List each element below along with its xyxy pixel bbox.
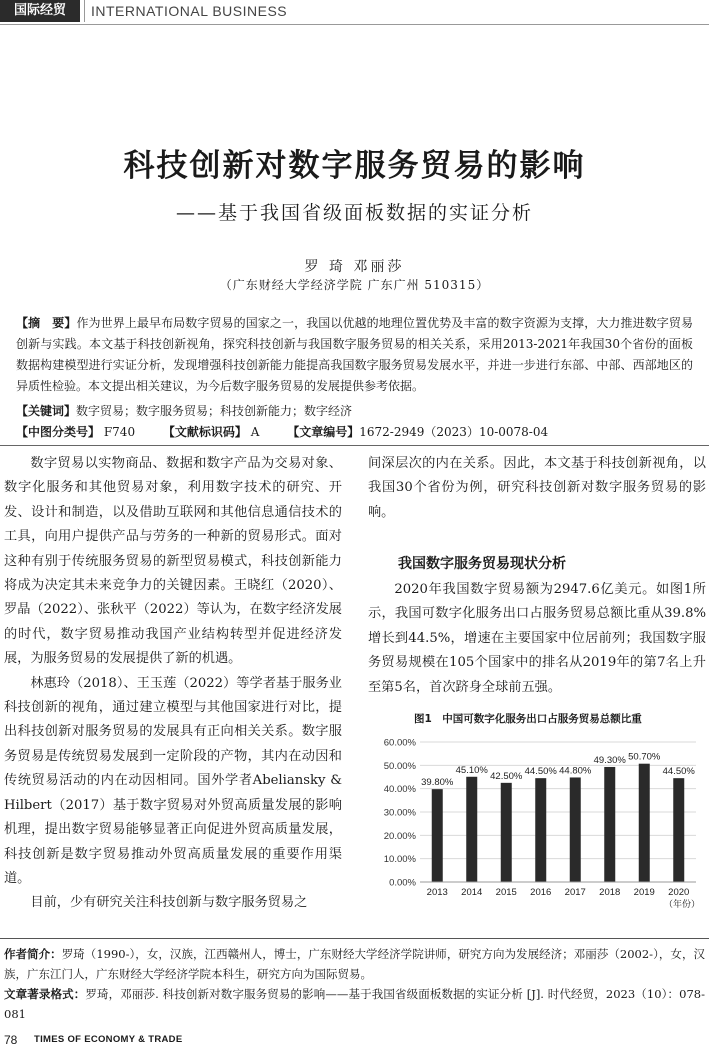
article-affiliation: （广东财经大学经济学院 广东广州 510315） [219, 278, 490, 292]
bar [466, 777, 477, 882]
x-tick-label: 2017 [564, 887, 586, 898]
bar [604, 767, 615, 882]
doc-label: 【文献标识码】 [162, 425, 247, 439]
x-tick-label: 2018 [599, 887, 621, 898]
y-tick-label: 10.00% [383, 854, 416, 866]
data-label: 50.70% [628, 751, 661, 763]
footnotes [4, 944, 705, 1024]
article-title: 科技创新对数字服务贸易的影响 [123, 148, 586, 184]
bar [639, 764, 650, 882]
journal-name: TIMES OF ECONOMY & TRADE [34, 1034, 183, 1045]
body-paragraph: 数字贸易以实物商品、数据和数字产品为交易对象、数字化服务和其他贸易对象，利用数字技术的研究、开发、设计和制造，以及借助互联网和其他信息通信技术的工具，向用户提供产品与劳务的一种新的贸易形式。面对这种有别于传统服务贸易的新型贸易模式，科技创新能力将成为决定其未来竞争力的关键因素。王晓红（2020）、罗晶（2022）、张秋平（2022）等认为，在数字经济发展的时代，数字贸易推动我国产业结构转型并促进经济发展，为服务贸易的发展提供了新的机遇。 [4, 456, 342, 667]
data-label: 44.50% [524, 766, 557, 778]
y-tick-label: 40.00% [383, 784, 416, 796]
section-heading: 我国数字服务贸易现状分析 [398, 556, 566, 572]
section-tag: 国际经贸 [0, 0, 80, 22]
body-right-top [368, 452, 706, 525]
section-name: INTERNATIONAL BUSINESS [84, 0, 287, 22]
y-tick-label: 20.00% [383, 830, 416, 842]
bar-chart [370, 730, 708, 910]
abstract [16, 313, 693, 397]
body-paragraph: 2020年我国数字贸易额为2947.6亿美元。如图1所示，我国可数字化服务出口占服务贸易总额比重从39.8%增长到44.5%，增速在主要国家中位居前列；我国数字服务贸易规模在105个国家中的排名从2019年的第7名上升至第5名，首次跻身全球前五强。 [368, 582, 706, 695]
x-tick-label: 2014 [461, 887, 483, 898]
page-number: 78 [4, 1033, 18, 1047]
keywords-label: 【关键词】 [16, 404, 77, 418]
x-tick-label: 2019 [633, 887, 655, 898]
y-tick-label: 0.00% [389, 877, 416, 889]
bar [501, 783, 512, 882]
x-tick-label: 2013 [426, 887, 448, 898]
number-value: 1672-2949（2023）10-0078-04 [359, 425, 549, 439]
y-tick-label: 50.00% [383, 760, 416, 772]
body-right-section [368, 578, 706, 700]
data-label: 42.50% [490, 770, 523, 782]
data-label: 44.80% [559, 765, 592, 777]
body-paragraph: 目前，少有研究关注科技创新与数字服务贸易之 [30, 895, 308, 911]
figure-caption: 图1 中国可数字化服务出口占服务贸易总额比重 [414, 713, 642, 725]
number-label: 【文章编号】 [287, 425, 360, 439]
abstract-text: 作为世界上最早布局数字贸易的国家之一，我国以优越的地理位置优势及丰富的数字资源为支撑，大力推进数字贸易创新与实践。本文基于科技创新视角，探究科技创新与我国数字服务贸易的相关关系，采用2013-2021年我国30个省份的面板数据构建模型进行实证分析，发现增强科技创新能力能提高我国数字服务贸易发展水平，并进一步进行东部、中部、西部地区的异质性检验。本文提出相关建议，为今后数字服务贸易的发展提供参考依据。 [16, 316, 693, 393]
bar [535, 778, 546, 882]
data-label: 39.80% [421, 777, 454, 789]
keywords-text: 数字贸易；数字服务贸易；科技创新能力；数字经济 [76, 404, 353, 418]
citation-label: 文章著录格式： [4, 987, 86, 1001]
abstract-label: 【摘 要】 [16, 316, 77, 330]
data-label: 45.10% [455, 764, 488, 776]
body-paragraph: 间深层次的内在关系。因此，本文基于科技创新视角，以我国30个省份为例，研究科技创新对数字服务贸易的影响。 [368, 456, 706, 520]
bar [432, 789, 443, 882]
x-tick-label: 2016 [530, 887, 552, 898]
y-tick-label: 30.00% [383, 807, 416, 819]
author-note-label: 作者简介： [4, 947, 62, 961]
article-subtitle: ——基于我国省级面板数据的实证分析 [175, 202, 533, 224]
body-left-column [4, 452, 342, 916]
classification [16, 422, 693, 442]
abstract-divider [0, 445, 709, 446]
bar [570, 777, 581, 882]
x-tick-label: 2015 [495, 887, 517, 898]
data-label: 49.30% [593, 754, 626, 766]
y-tick-label: 60.00% [383, 737, 416, 749]
citation-text: 罗琦，邓丽莎. 科技创新对数字服务贸易的影响——基于我国省级面板数据的实证分析 [J]. 时代经贸，2023（10）：078-081 [4, 987, 706, 1021]
bar [673, 778, 684, 882]
doc-value: A [250, 425, 260, 439]
body-paragraph: 林惠玲（2018）、王玉莲（2022）等学者基于服务业科技创新的视角，通过建立模型与其他国家进行对比，提出科技创新对服务贸易的发展具有正向相关关系。数字服务贸易是传统贸易发展到一定阶段的产物，其内在动因和传统贸易活动的内在动因相同。国外学者Abeliansky & Hilbert（2017）基于数字贸易对外贸高质量发展的影响机理，提出数字贸易能够显著正向促进外贸高质量发展，科技创新是数字贸易推动外贸高质量发展的重要作用渠道。 [4, 675, 342, 886]
clc-value: F740 [103, 425, 136, 439]
clc-label: 【中图分类号】 [16, 425, 101, 439]
footnote-divider [0, 938, 709, 939]
author-note-text: 罗琦（1990-），女，汉族，江西赣州人，博士，广东财经大学经济学院讲师，研究方向为发展经济；邓丽莎（2002-），女，汉族，广东江门人，广东财经大学经济学院本科生，研究方向为国际贸易。 [4, 947, 705, 981]
header-divider [0, 24, 709, 25]
x-tick-label: 2020 [668, 887, 690, 898]
data-label: 44.50% [662, 766, 695, 778]
article-authors: 罗 琦 邓丽莎 [304, 259, 405, 275]
keywords [16, 401, 693, 421]
x-axis-label: （年份） [663, 900, 701, 910]
